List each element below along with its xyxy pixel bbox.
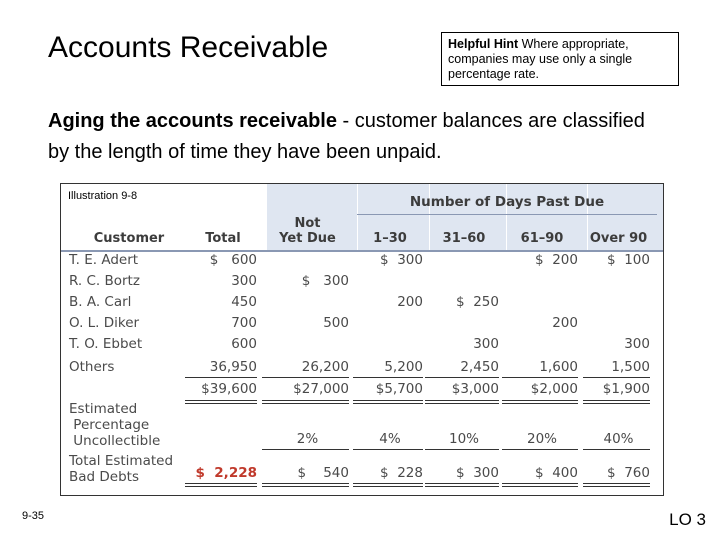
bad-debts-double-rule <box>425 486 499 487</box>
intro-rest: - customer balances are classified by the length of time they have been unpaid. <box>48 110 645 163</box>
amount-cell: 1,600 <box>539 359 578 375</box>
amount-cell: 200 <box>397 294 423 310</box>
amount-cell: 450 <box>231 294 257 310</box>
amount-cell: $ 600 <box>209 252 257 268</box>
amount-cell: 500 <box>323 315 349 331</box>
illustration-label: Illustration 9-8 <box>68 190 138 202</box>
percentage-label: Estimated Percentage Uncollectible <box>69 401 161 449</box>
subtotal-rule <box>262 377 349 378</box>
amount-cell: 26,200 <box>301 359 349 375</box>
percentage-rule <box>502 449 578 450</box>
total-cell: $5,700 <box>375 381 423 397</box>
bad-debts-double-rule <box>262 483 349 484</box>
total-cell: $39,600 <box>201 381 257 397</box>
percentage-rule <box>262 449 349 450</box>
bad-debts-double-rule <box>583 486 650 487</box>
column-header: Not Yet Due <box>279 216 336 246</box>
percentage-cell: 40% <box>603 431 634 447</box>
percentage-rule <box>425 449 499 450</box>
total-double-rule <box>502 400 578 401</box>
percentage-cell: 10% <box>448 431 479 447</box>
column-header: Over 90 <box>589 231 648 246</box>
amount-cell: $ 300 <box>380 252 423 268</box>
column-header: 31–60 <box>442 231 486 246</box>
column-header: 61–90 <box>520 231 564 246</box>
slide-number: 9-35 <box>22 510 45 522</box>
bad-debts-cell: $ 760 <box>607 465 650 481</box>
amount-cell: $ 250 <box>456 294 499 310</box>
bad-debts-double-rule <box>502 483 578 484</box>
bad-debts-double-rule <box>425 483 499 484</box>
bad-debts-double-rule <box>583 483 650 484</box>
percentage-cell: 2% <box>296 431 319 447</box>
amount-cell: 300 <box>473 336 499 352</box>
subtotal-rule <box>185 377 257 378</box>
bad-debts-cell: $ 228 <box>380 465 423 481</box>
subtotal-rule <box>425 377 499 378</box>
bad-debts-double-rule <box>185 486 257 487</box>
amount-cell: 600 <box>231 336 257 352</box>
helpful-hint-box <box>441 32 679 86</box>
total-cell: $27,000 <box>293 381 349 397</box>
column-header: 1–30 <box>373 231 407 246</box>
amount-cell: $ 300 <box>301 273 349 289</box>
customer-name: R. C. Bortz <box>69 273 140 289</box>
bad-debts-double-rule <box>185 483 257 484</box>
amount-cell: 5,200 <box>384 359 423 375</box>
amount-cell: 36,950 <box>209 359 257 375</box>
total-double-rule <box>185 403 257 404</box>
bad-debts-cell: $ 540 <box>297 465 349 481</box>
column-header: Customer <box>93 231 165 246</box>
total-bad-debts: $ 2,228 <box>195 465 257 481</box>
total-cell: $2,000 <box>530 381 578 397</box>
intro-text <box>48 106 668 168</box>
bad-debts-double-rule <box>502 486 578 487</box>
amount-cell: $ 100 <box>607 252 650 268</box>
subtotal-rule <box>583 377 650 378</box>
subtotal-rule <box>502 377 578 378</box>
total-double-rule <box>262 400 349 401</box>
customer-name: T. E. Adert <box>69 252 139 268</box>
estimated-bad-debts-label: Total Estimated Bad Debts <box>69 453 174 485</box>
bad-debts-double-rule <box>353 486 423 487</box>
hint-lead: Helpful Hint <box>448 37 519 51</box>
column-header: Total <box>205 231 241 246</box>
amount-cell: 200 <box>552 315 578 331</box>
total-double-rule <box>502 403 578 404</box>
page-title: Accounts Receivable <box>48 31 329 64</box>
total-double-rule <box>583 400 650 401</box>
total-cell: $1,900 <box>602 381 650 397</box>
total-double-rule <box>185 400 257 401</box>
learning-objective: LO 3 <box>669 510 706 529</box>
bad-debts-cell: $ 300 <box>456 465 499 481</box>
intro-emphasis: Aging the accounts receivable <box>48 110 337 132</box>
total-cell: $3,000 <box>451 381 499 397</box>
total-double-rule <box>583 403 650 404</box>
total-double-rule <box>353 400 423 401</box>
amount-cell: 700 <box>231 315 257 331</box>
customer-name: Others <box>69 359 115 375</box>
group-header-rule <box>357 214 657 215</box>
customer-name: O. L. Diker <box>69 315 140 331</box>
amount-cell: 2,450 <box>460 359 499 375</box>
amount-cell: 300 <box>624 336 650 352</box>
percentage-cell: 4% <box>379 431 401 447</box>
bad-debts-double-rule <box>353 483 423 484</box>
aging-schedule-illustration <box>60 183 664 496</box>
total-double-rule <box>262 403 349 404</box>
percentage-rule <box>583 449 650 450</box>
customer-name: B. A. Carl <box>69 294 132 310</box>
total-double-rule <box>353 403 423 404</box>
customer-name: T. O. Ebbet <box>69 336 143 352</box>
bad-debts-double-rule <box>262 486 349 487</box>
total-double-rule <box>425 403 499 404</box>
total-double-rule <box>425 400 499 401</box>
hint-text: Where appropriate, companies may use only a single percentage rate. <box>448 37 633 81</box>
amount-cell: 1,500 <box>611 359 650 375</box>
amount-cell: $ 200 <box>535 252 578 268</box>
bad-debts-cell: $ 400 <box>535 465 578 481</box>
group-header: Number of Days Past Due <box>409 194 605 210</box>
subtotal-rule <box>353 377 423 378</box>
percentage-rule <box>353 449 423 450</box>
percentage-cell: 20% <box>526 431 557 447</box>
amount-cell: 300 <box>231 273 257 289</box>
